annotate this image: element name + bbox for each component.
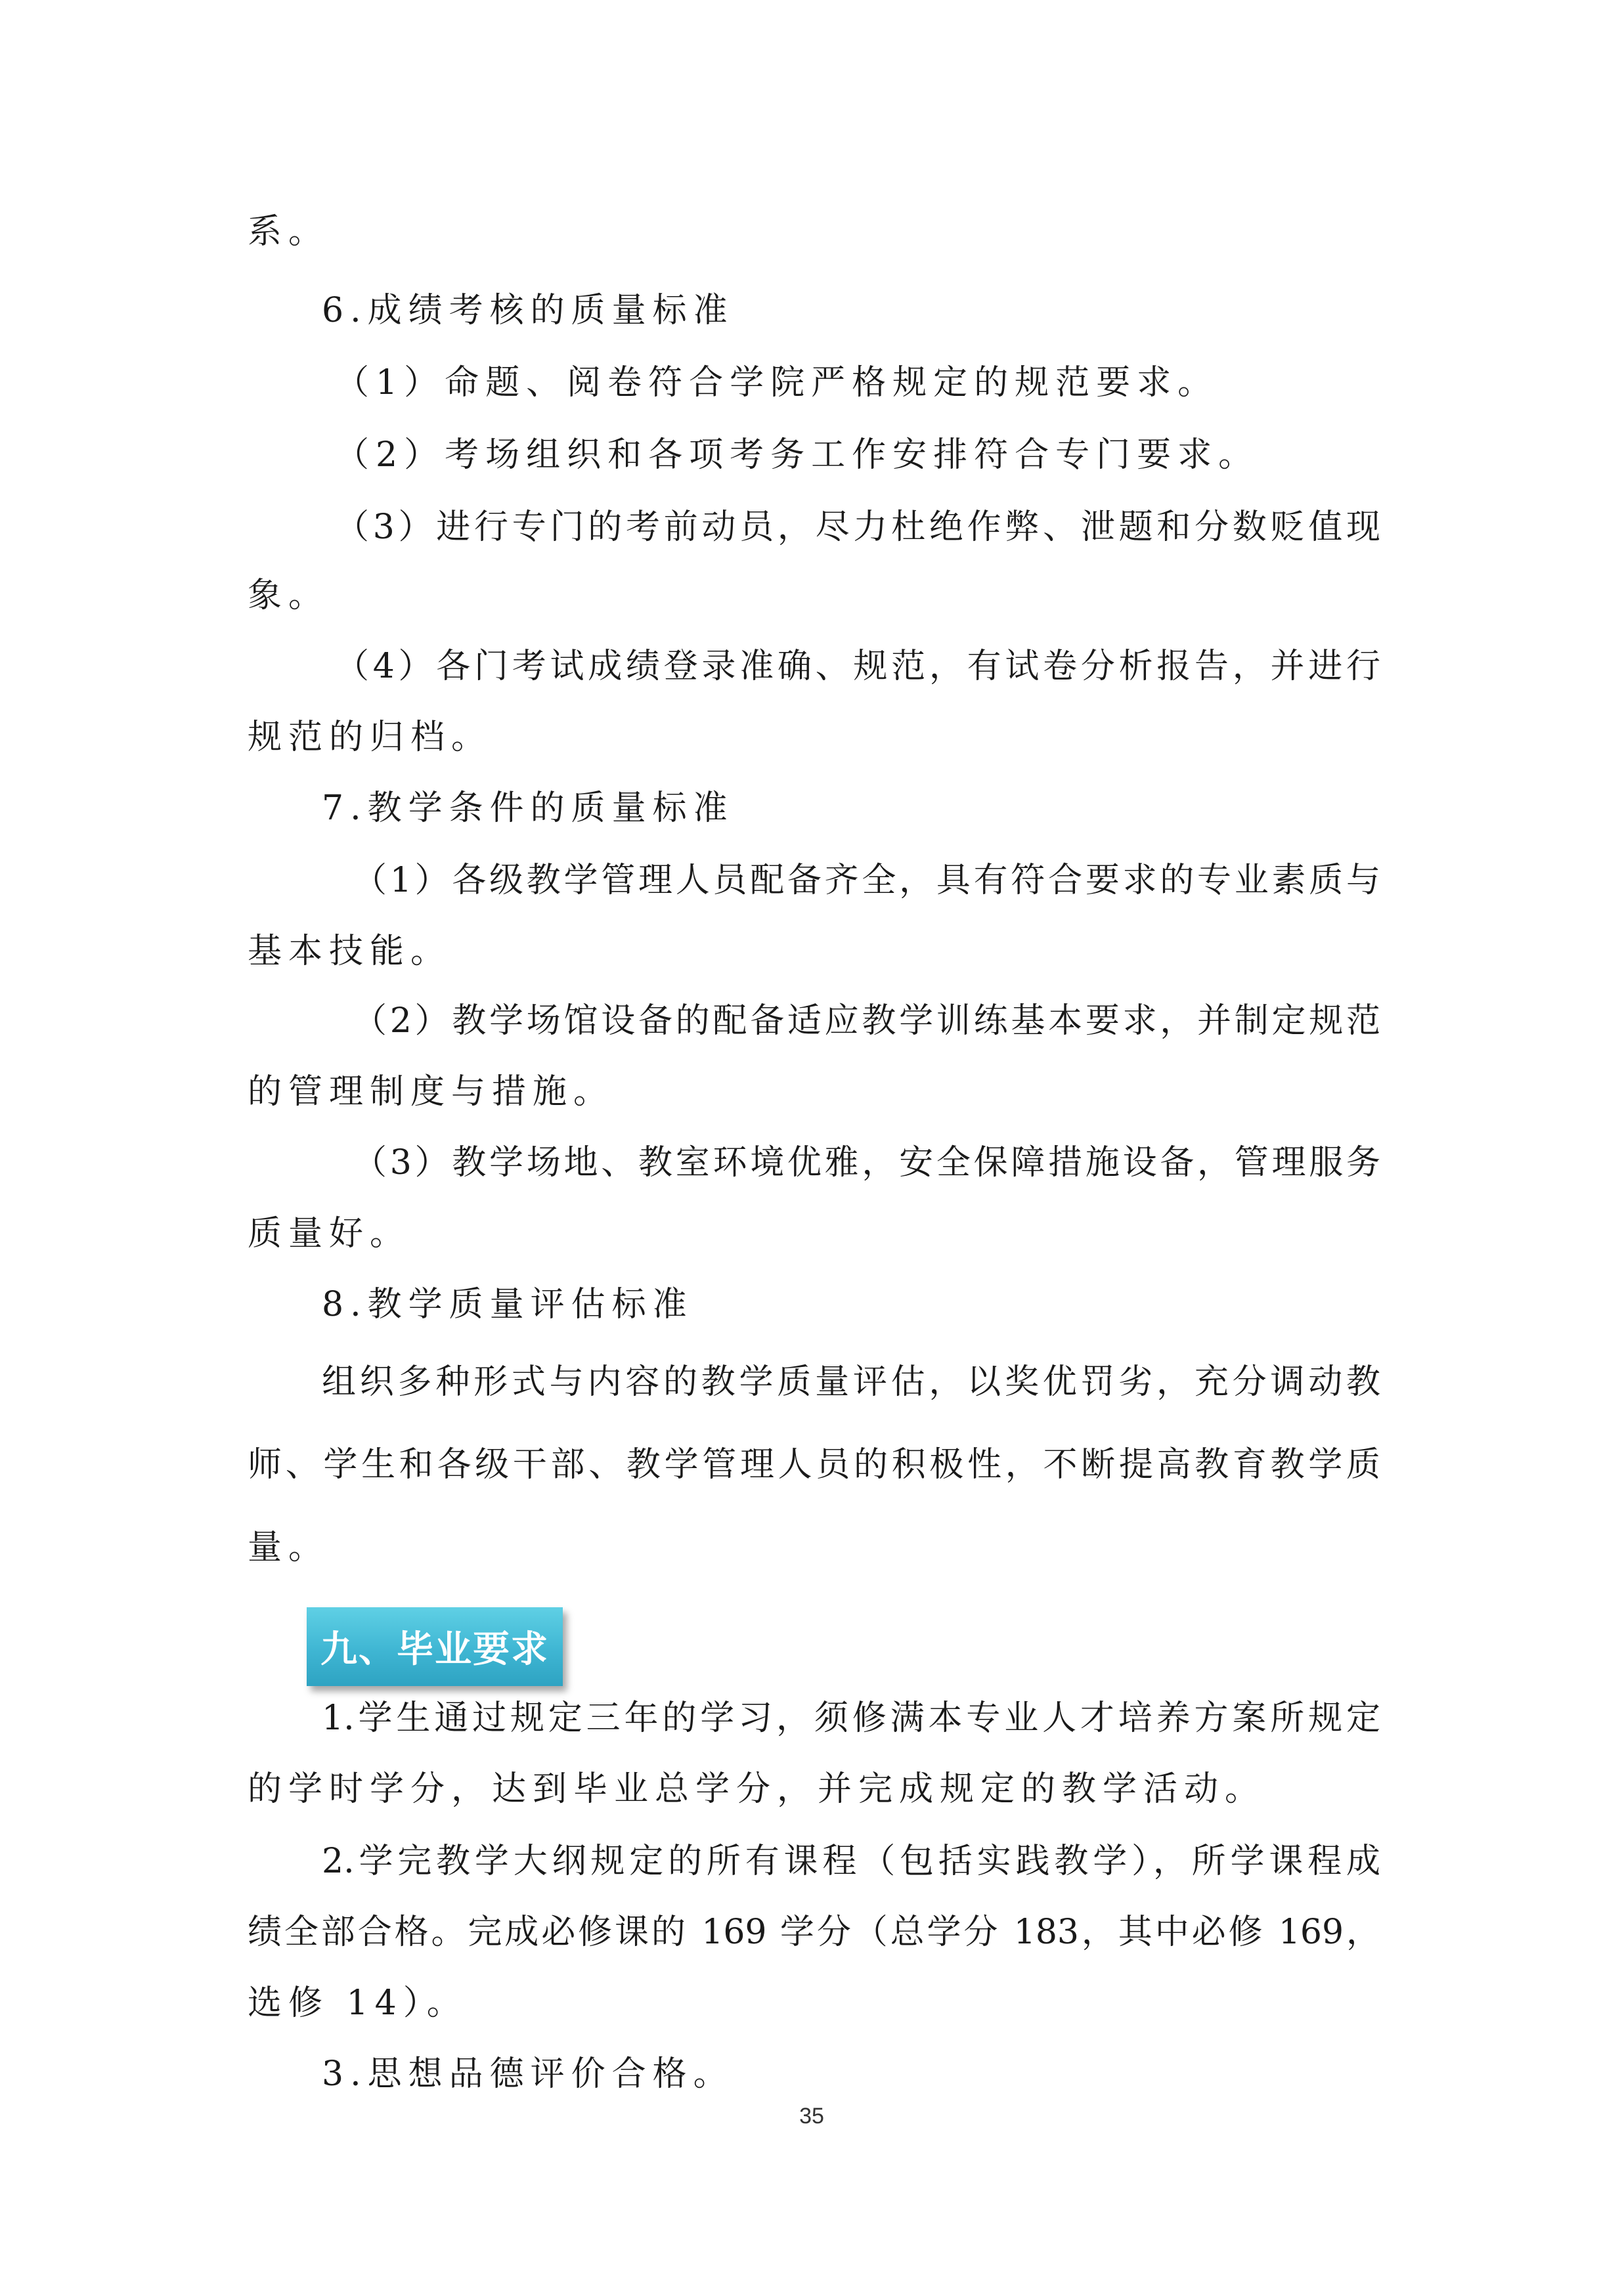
list-item: （2）教学场馆设备的配备适应教学训练基本要求，并制定规范 xyxy=(353,1001,1380,1041)
paragraph-line: 系。 xyxy=(248,212,330,251)
list-item: （4）各门考试成绩登录准确、规范，有试卷分析报告，并进行 xyxy=(335,647,1380,686)
list-item: （3）教学场地、教室环境优雅，安全保障措施设备，管理服务 xyxy=(353,1143,1380,1182)
list-item-continuation: 基本技能。 xyxy=(248,932,452,971)
subheading-evaluation-standard: 8.教学质量评估标准 xyxy=(322,1285,693,1324)
subheading-grade-assessment: 6.成绩考核的质量标准 xyxy=(322,291,734,330)
subheading-teaching-conditions: 7.教学条件的质量标准 xyxy=(322,789,734,828)
requirement-item: 2.学完教学大纲规定的所有课程（包括实践教学），所学课程成 xyxy=(322,1842,1380,1881)
requirement-item: 3.思想品德评价合格。 xyxy=(322,2054,734,2094)
page-number: 35 xyxy=(799,2104,824,2129)
paragraph-line: 师、学生和各级干部、教学管理人员的积极性，不断提高教育教学质 xyxy=(248,1445,1380,1484)
list-item-continuation: 的管理制度与措施。 xyxy=(248,1072,615,1112)
requirement-item-continuation: 选修 14）。 xyxy=(248,1983,468,2023)
list-item: （1）命题、阅卷符合学院严格规定的规范要求。 xyxy=(335,363,1219,402)
section-heading-text: 九、毕业要求 xyxy=(320,1628,549,1671)
requirement-item-continuation: 绩全部合格。完成必修课的 169 学分（总学分 183，其中必修 169， xyxy=(248,1913,1380,1952)
section-heading-graduation-requirements xyxy=(307,1607,563,1686)
paragraph-line: 量。 xyxy=(248,1528,330,1567)
list-item-continuation: 象。 xyxy=(248,576,330,615)
list-item: （2）考场组织和各项考务工作安排符合专门要求。 xyxy=(335,435,1260,475)
requirement-item-continuation: 的学时学分，达到毕业总学分，并完成规定的教学活动。 xyxy=(248,1769,1266,1809)
list-item-continuation: 质量好。 xyxy=(248,1214,411,1253)
list-item: （1）各级教学管理人员配备齐全，具有符合要求的专业素质与 xyxy=(353,861,1380,900)
requirement-item: 1.学生通过规定三年的学习，须修满本专业人才培养方案所规定 xyxy=(322,1699,1380,1738)
list-item: （3）进行专门的考前动员，尽力杜绝作弊、泄题和分数贬值现 xyxy=(335,508,1380,547)
list-item-continuation: 规范的归档。 xyxy=(248,718,493,757)
paragraph-line: 组织多种形式与内容的教学质量评估，以奖优罚劣，充分调动教 xyxy=(322,1362,1380,1402)
